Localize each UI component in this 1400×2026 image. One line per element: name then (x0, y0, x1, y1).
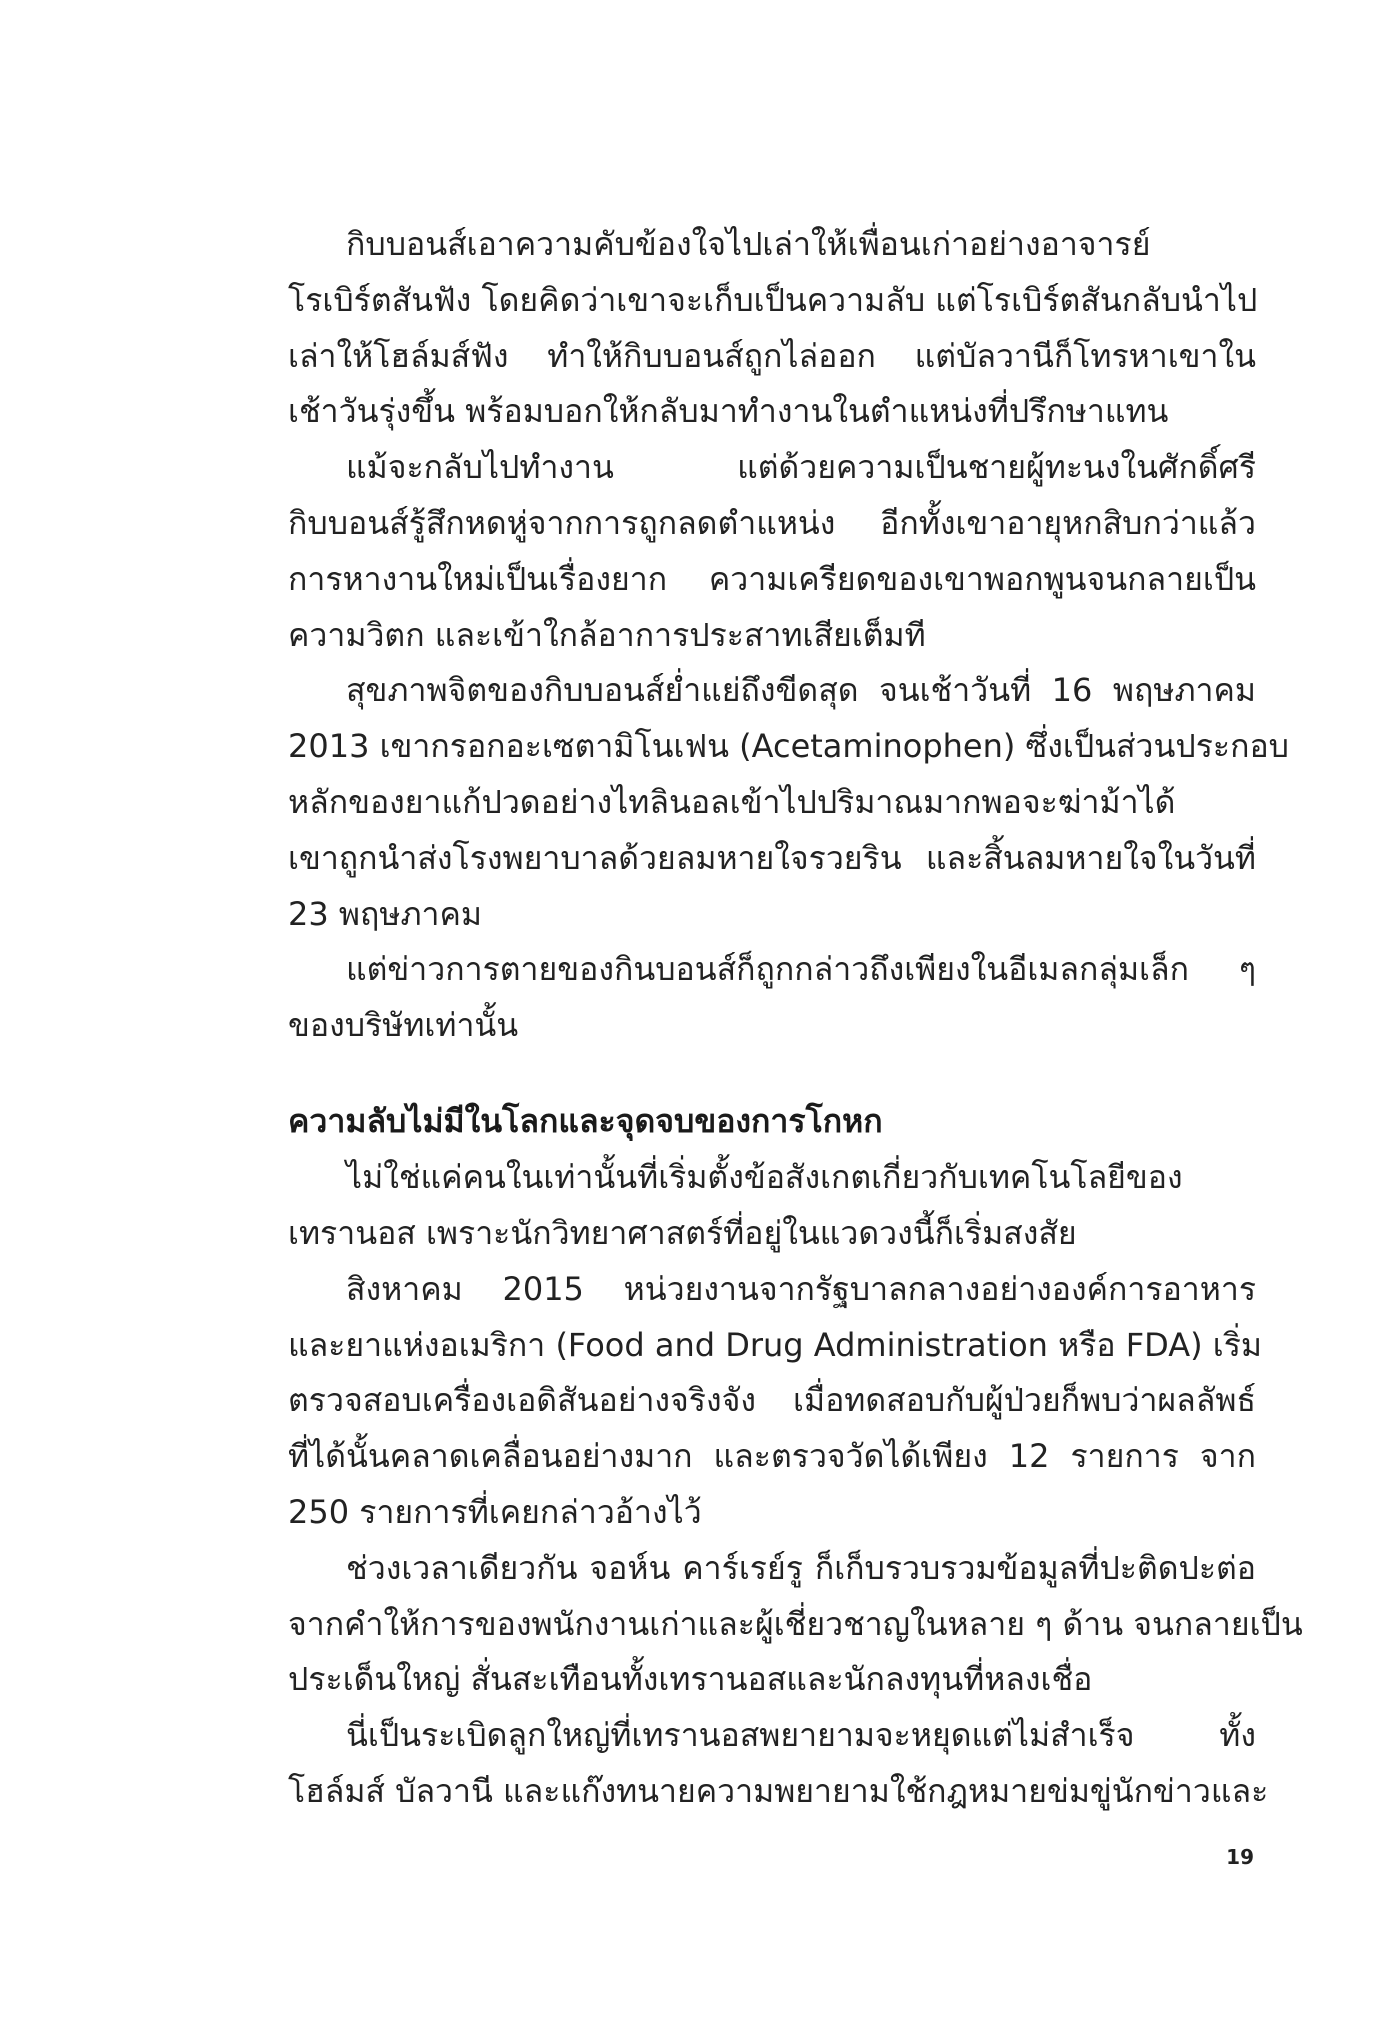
paragraph-line: เขาถูกนำส่งโรงพยาบาลด้วยลมหายใจรวยริน และสิ้นลมหายใจในวันที่ (288, 839, 1256, 877)
paragraph-line: ช่วงเวลาเดียวกัน จอห์น คาร์เรย์รู ก็เก็บรวบรวมข้อมูลที่ปะติดปะต่อ (346, 1549, 1256, 1587)
page-number: 19 (1226, 1845, 1254, 1869)
paragraph-line: โฮล์มส์ บัลวานี และแก๊งทนายความพยายามใช้กฎหมายข่มขู่นักข่าวและ (288, 1772, 1269, 1810)
paragraph-line: แม้จะกลับไปทำงาน แต่ด้วยความเป็นชายผู้ทะนงในศักดิ์ศรี (346, 448, 1256, 486)
section-heading: ความลับไม่มีในโลกและจุดจบของการโกหก (288, 1102, 883, 1140)
paragraph-line: กิบบอนส์รู้สึกหดหู่จากการถูกลดตำแหน่ง อีกทั้งเขาอายุหกสิบกว่าแล้ว (288, 504, 1256, 542)
paragraph-line: และยาแห่งอเมริกา (Food and Drug Administration หรือ FDA) เริ่ม (288, 1326, 1263, 1364)
paragraph-line: ที่ได้นั้นคลาดเคลื่อนอย่างมาก และตรวจวัดได้เพียง 12 รายการ จาก (288, 1437, 1256, 1475)
paragraph-line: ไม่ใช่แค่คนในเท่านั้นที่เริ่มตั้งข้อสังเกตเกี่ยวกับเทคโนโลยีของ (346, 1158, 1183, 1196)
paragraph-line: กิบบอนส์เอาความคับข้องใจไปเล่าให้เพื่อนเก่าอย่างอาจารย์ (346, 225, 1151, 263)
paragraph-line: 250 รายการที่เคยกล่าวอ้างไว้ (288, 1493, 702, 1531)
paragraph-line: เทรานอส เพราะนักวิทยาศาสตร์ที่อยู่ในแวดวงนี้ก็เริ่มสงสัย (288, 1214, 1077, 1252)
paragraph-line: ตรวจสอบเครื่องเอดิสันอย่างจริงจัง เมื่อทดสอบกับผู้ป่วยก็พบว่าผลลัพธ์ (288, 1381, 1256, 1419)
paragraph-line: ประเด็นใหญ่ สั่นสะเทือนทั้งเทรานอสและนักลงทุนที่หลงเชื่อ (288, 1660, 1093, 1698)
paragraph-line: จากคำให้การของพนักงานเก่าและผู้เชี่ยวชาญในหลาย ๆ ด้าน จนกลายเป็น (288, 1605, 1303, 1643)
paragraph-line: 23 พฤษภาคม (288, 895, 483, 933)
paragraph-line: ของบริษัทเท่านั้น (288, 1006, 519, 1044)
paragraph-line: การหางานใหม่เป็นเรื่องยาก ความเครียดของเขาพอกพูนจนกลายเป็น (288, 560, 1256, 598)
paragraph-line: สุขภาพจิตของกิบบอนส์ย่ำแย่ถึงขีดสุด จนเช้าวันที่ 16 พฤษภาคม (346, 671, 1256, 709)
paragraph-line: นี่เป็นระเบิดลูกใหญ่ที่เทรานอสพยายามจะหยุดแต่ไม่สำเร็จ ทั้ง (346, 1716, 1256, 1754)
paragraph-line: เล่าให้โฮล์มส์ฟัง ทำให้กิบบอนส์ถูกไล่ออก แต่บัลวานีก็โทรหาเขาใน (288, 337, 1256, 375)
paragraph-line: สิงหาคม 2015 หน่วยงานจากรัฐบาลกลางอย่างองค์การอาหาร (346, 1270, 1256, 1308)
paragraph-line: 2013 เขากรอกอะเซตามิโนเฟน (Acetaminophen) ซึ่งเป็นส่วนประกอบ (288, 727, 1289, 765)
paragraph-line: ความวิตก และเข้าใกล้อาการประสาทเสียเต็มที (288, 616, 926, 654)
paragraph-line: หลักของยาแก้ปวดอย่างไทลินอลเข้าไปปริมาณมากพอจะฆ่าม้าได้ (288, 783, 1176, 821)
paragraph-line: แต่ข่าวการตายของกินบอนส์ก็ถูกกล่าวถึงเพียงในอีเมลกลุ่มเล็ก ๆ (346, 950, 1256, 988)
paragraph-line: โรเบิร์ตสันฟัง โดยคิดว่าเขาจะเก็บเป็นความลับ แต่โรเบิร์ตสันกลับนำไป (288, 281, 1258, 319)
paragraph-line: เช้าวันรุ่งขึ้น พร้อมบอกให้กลับมาทำงานในตำแหน่งที่ปรึกษาแทน (288, 392, 1169, 430)
